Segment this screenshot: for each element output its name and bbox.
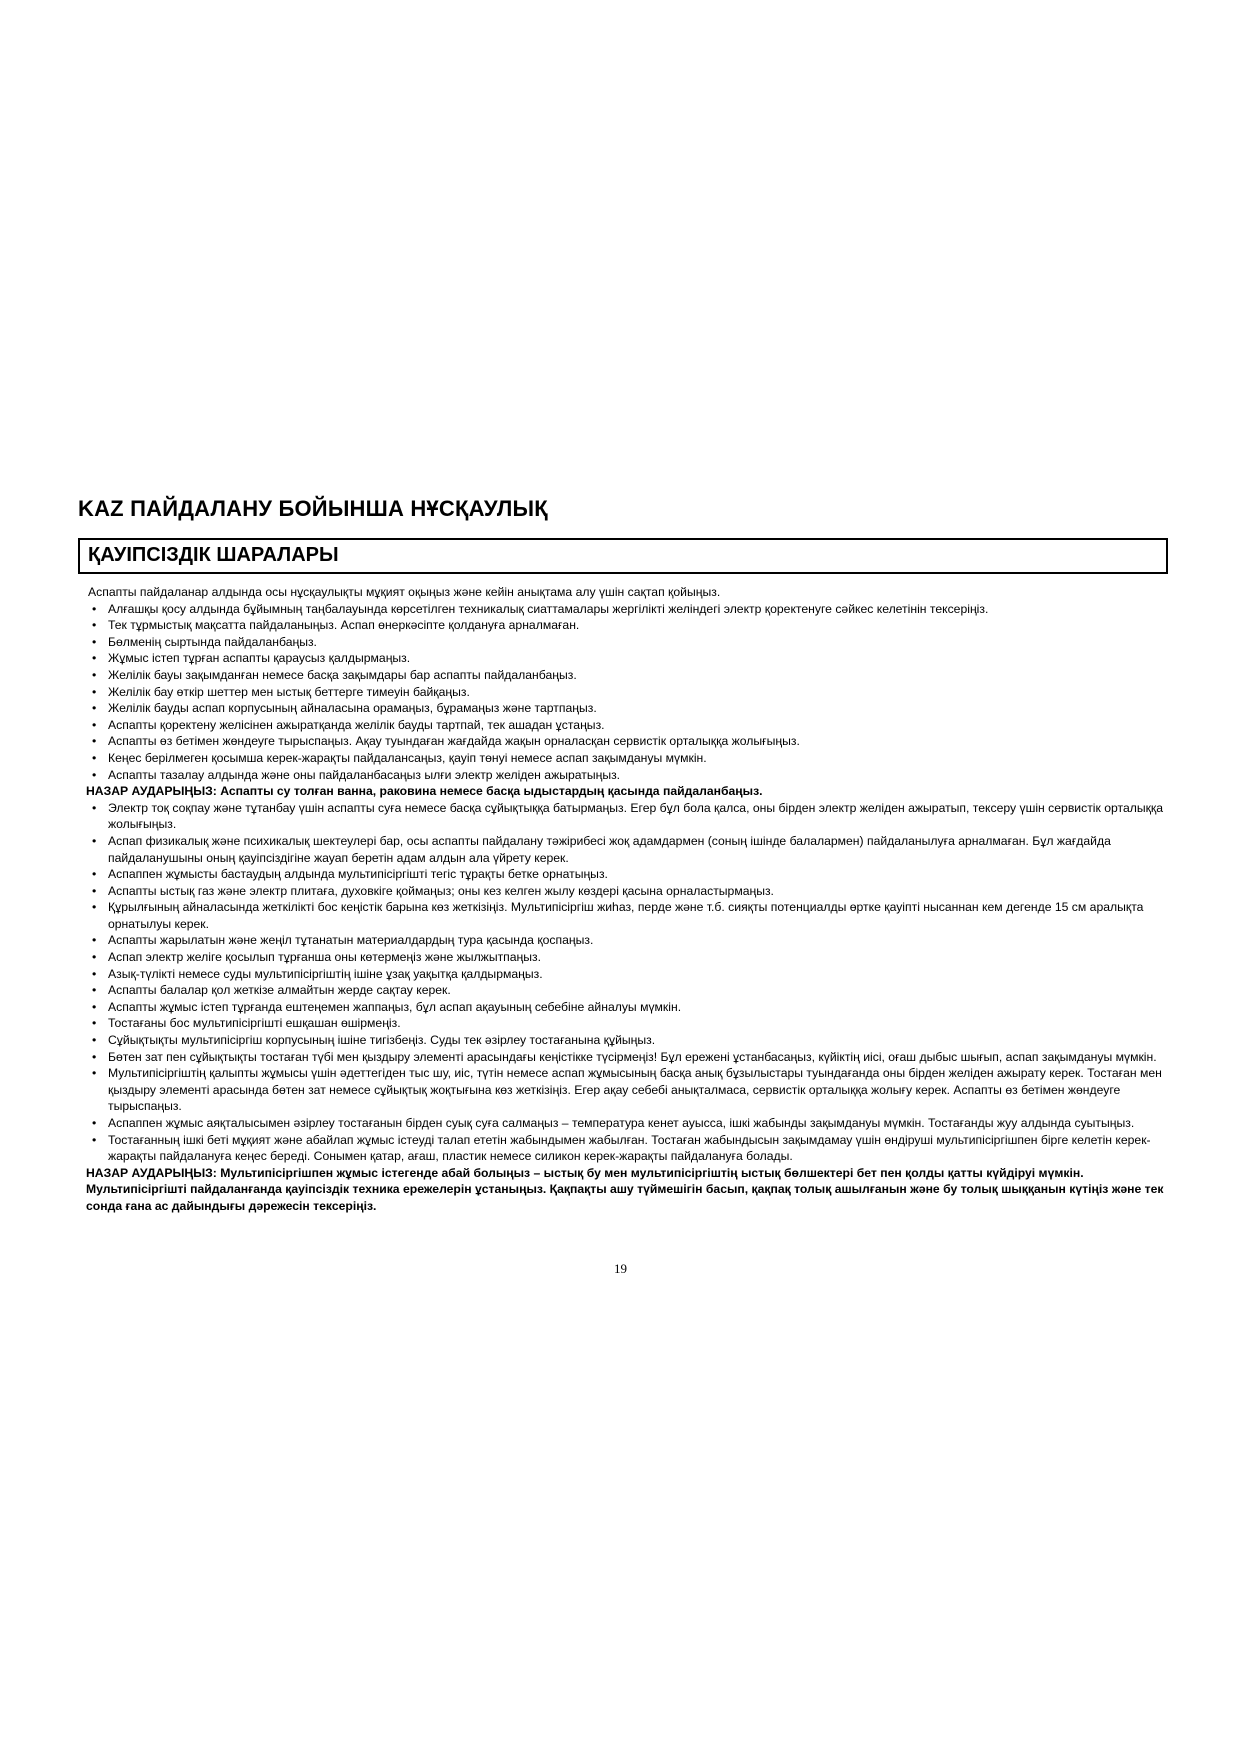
safety-list-1	[78, 601, 1168, 784]
list-item: • Аспапты жарылатын және жеңіл тұтанатын материалдардың тура қасында қоспаңыз.	[78, 932, 1168, 949]
page-number: 19	[614, 1261, 627, 1276]
list-item: • Электр тоқ соқпау және тұтанбау үшін аспапты суға немесе басқа сұйықтыққа батырмаңыз. Егер бұл бола қалса, оны бірден электр желіден ажыратып, тексеру үшін сервистік орталыққа жолығыңыз.	[78, 800, 1168, 833]
body-text	[78, 584, 1168, 1215]
list-item: • Азық-түлікті немесе суды мультипісіргіштің ішіне ұзақ уақытқа қалдырмаңыз.	[78, 966, 1168, 983]
safety-list-2	[78, 800, 1168, 1165]
section-header-box	[78, 538, 1168, 574]
list-item: • Тостағанның ішкі беті мұқият және абайлап жұмыс істеуді талап ететін жабындымен жабылған. Тостаған жабындысын зақымдамау үшін өндіруші мультипісіргішпен бірге келетін керек-жарақты пайдалануға кеңес береді. Сонымен қатар, ағаш, пластик немесе силикон керек-жарақты пайдалануға болады.	[78, 1132, 1168, 1165]
list-item: • Құрылғының айналасында жеткілікті бос кеңістік барына көз жеткізіңіз. Мультипісіргіш жиһаз, перде және т.б. сияқты потенциалды өртке қауіпті нысаннан кем дегенде 15 см аралықта орнатылуы керек.	[78, 899, 1168, 932]
list-item: • Аспапты өз бетімен жөндеуге тырыспаңыз. Ақау туындаған жағдайда жақын орналасқан сервистік орталыққа жолығыңыз.	[78, 733, 1168, 750]
list-item: • Бөтен зат пен сұйықтықты тостаған түбі мен қыздыру элементі арасындағы кеңістікке түсірмеңіз! Бұл ережені ұстанбасаңыз, күйіктің иісі, оғаш дыбыс шығып, аспап зақымдануы мүмкін.	[78, 1049, 1168, 1066]
list-item: • Аспапты балалар қол жеткізе алмайтын жерде сақтау керек.	[78, 982, 1168, 999]
list-item: • Желілік бау өткір шеттер мен ыстық беттерге тимеуін байқаңыз.	[78, 684, 1168, 701]
list-item: • Желілік бауды аспап корпусының айналасына орамаңыз, бұрамаңыз және тартпаңыз.	[78, 700, 1168, 717]
list-item: • Сұйықтықты мультипісіргіш корпусының ішіне тигізбеңіз. Суды тек әзірлеу тостағанына құйыңыз.	[78, 1032, 1168, 1049]
section-title: ҚАУІПСІЗДІК ШАРАЛАРЫ	[88, 544, 339, 566]
list-item: • Аспап физикалық және психикалық шектеулері бар, осы аспапты пайдалану тәжірибесі жоқ адамдармен (соның ішінде балалармен) пайдаланылуға арналмаған. Бұл жағдайда пайдаланушыны оның қауіпсіздігіне жауап беретін адам алдын ала үйрету керек.	[78, 833, 1168, 866]
list-item: • Тек тұрмыстық мақсатта пайдаланыңыз. Аспап өнеркәсіпте қолдануға арналмаған.	[78, 617, 1168, 634]
list-item: • Аспапты қоректену желісінен ажыратқанда желілік бауды тартпай, тек ашадан ұстаңыз.	[78, 717, 1168, 734]
list-item: • Аспапты жұмыс істеп тұрғанда ештеңемен жаппаңыз, бұл аспап ақауының себебіне айналуы мүмкін.	[78, 999, 1168, 1016]
list-item: • Алғашқы қосу алдында бұйымның таңбалауында көрсетілген техникалық сиаттамалары жергілікті желіндегі электр қоректенуге сәйкес келетінін тексеріңіз.	[78, 601, 1168, 618]
list-item: • Аспапты ыстық газ және электр плитаға, духовкіге қоймаңыз; оны кез келген жылу көздері қасына орналастырмаңыз.	[78, 883, 1168, 900]
intro-paragraph: Аспапты пайдаланар алдында осы нұсқаулықты мұқият оқыңыз және кейін анықтама алу үшін сақтап қойыңыз.	[88, 585, 721, 599]
list-item: • Желілік бауы зақымданған немесе басқа зақымдары бар аспапты пайдаланбаңыз.	[78, 667, 1168, 684]
list-item: • Аспапты тазалау алдында және оны пайдаланбасаңыз ылғи электр желіден ажыратыңыз.	[78, 767, 1168, 784]
list-item: • Аспап электр желіге қосылып тұрғанша оны көтермеңіз және жылжытпаңыз.	[78, 949, 1168, 966]
warning-1: НАЗАР АУДАРЫҢЫЗ: Аспапты су толған ванна, раковина немесе басқа ыдыстардың қасында пайдаланбаңыз.	[86, 784, 763, 799]
document-title: KAZ ПАЙДАЛАНУ БОЙЫНША НҰСҚАУЛЫҚ	[78, 496, 548, 521]
warning-2: НАЗАР АУДАРЫҢЫЗ: Мультипісіргішпен жұмыс істегенде абай болыңыз – ыстық бу мен мультипісіргіштің ыстық бөлшектері бет пен қолды қатты күйдіруі мүмкін. Мультипісіргішті пайдаланғанда қауіпсіздік техника ережелерін ұстаныңыз. Қақпақты ашу түймешігін басып, қақпақ толық ашылғанын және бу толық шыққанын күтіңіз және тек сонда ғана ас дайындығы дәрежесін тексеріңіз.	[86, 1165, 1164, 1213]
list-item: • Аспаппен жұмыс аяқталысымен әзірлеу тостағанын бірден суық суға салмаңыз – температура кенет ауысса, ішкі жабынды зақымдануы мүмкін. Тостағанды жуу алдында суытыңыз.	[78, 1115, 1168, 1132]
list-item: • Бөлменің сыртында пайдаланбаңыз.	[78, 634, 1168, 651]
list-item: • Жұмыс істеп тұрған аспапты қараусыз қалдырмаңыз.	[78, 650, 1168, 667]
list-item: • Аспаппен жұмысты бастаудың алдында мультипісіргішті тегіс тұрақты бетке орнатыңыз.	[78, 866, 1168, 883]
page-content	[78, 496, 1168, 1215]
list-item: • Мультипісіргіштің қалыпты жұмысы үшін әдеттегіден тыс шу, иіс, түтін немесе аспап жұмысының басқа анық бұзылыстары туындағанда оны бірден желіден ажырату керек. Тостаған мен қыздыру элементі арасында бөтен зат немесе сұйықтық жоқтығына көз жеткізіңіз. Егер ақау себебі анықталмаса, сервистік орталыққа жолығу керек. Аспапты өз бетімен жөндеуге тырыспаңыз.	[78, 1065, 1168, 1115]
list-item: • Тостағаны бос мультипісіргішті ешқашан өшірмеңіз.	[78, 1015, 1168, 1032]
list-item: • Кеңес берілмеген қосымша керек-жарақты пайдалансаңыз, қауіп төнуі немесе аспап зақымдануы мүмкін.	[78, 750, 1168, 767]
